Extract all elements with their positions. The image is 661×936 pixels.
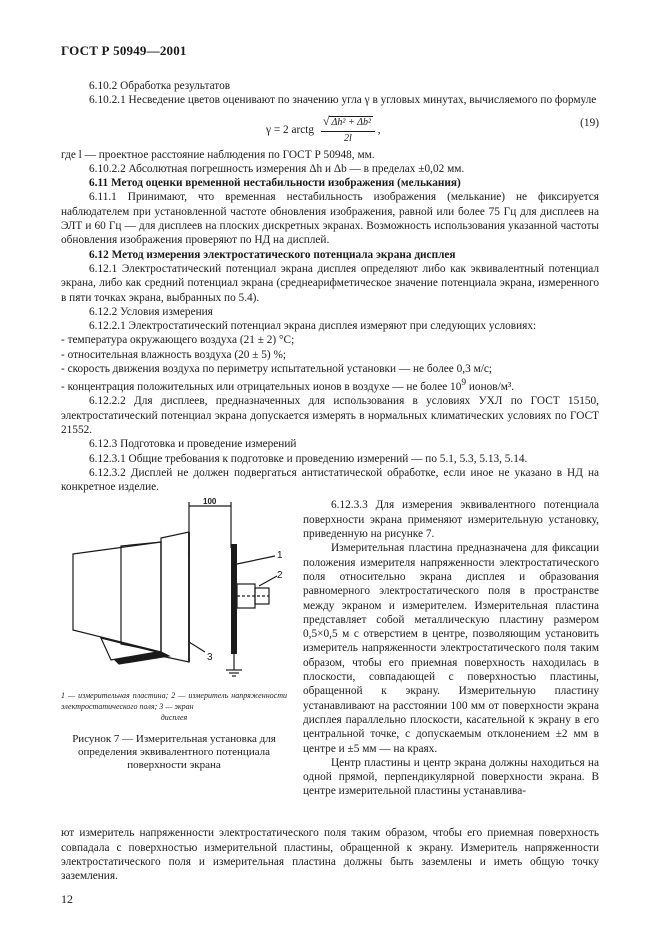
document-body <box>61 79 599 884</box>
section-6-10-2: 6.10.2 Обработка результатов <box>89 80 231 92</box>
section-6-12-2-1: 6.12.2.1 Электростатический потенциал экрана дисплея измеряют при следующих условиях: <box>89 320 537 333</box>
callout-3-leader <box>189 642 205 652</box>
formula-denominator: 2l <box>344 132 352 144</box>
formula-expression <box>266 114 381 147</box>
figure-legend-tail: дисплея <box>160 713 188 723</box>
measurement-setup-diagram <box>61 497 287 684</box>
dimension-label: 100 <box>203 497 217 507</box>
equation-number: (19) <box>580 116 599 129</box>
section-6-12-title: 6.12 Метод измерения электростатического потенциала экрана дисплея <box>89 248 456 261</box>
section-6-11-1: 6.11.1 Принимают, что временная нестабильность изображения (мелькание) не фиксируется наблюдателем при установленной частоте обновления изображения, равной или более 75 Гц для дисплеев на ЭЛТ и 60 Гц — для дисплеев на плоских дискретных экранах. Возможность использования указанной частоты обновления изображения проверяют по НД на дисплей. <box>61 191 599 247</box>
formula-numerator: Δh² + Δb² <box>331 116 371 128</box>
condition-temperature: - температура окружающего воздуха (21 ± 2) °С; <box>61 334 295 347</box>
callout-2-leader <box>259 576 277 586</box>
condition-ions <box>61 376 599 394</box>
centers-paragraph-end: ют измеритель напряженности электростатического поля таким образом, чтобы его приемная поверхность совпадала с поверхностью измерительной пластины, обращенной к экрану. Измеритель напряженности электростатического поля и измерительная пластина должны быть заземлены и иметь общую точку заземления. <box>61 827 599 883</box>
monitor-base <box>115 652 169 664</box>
condition-airflow: - скорость движения воздуха по периметру испытательной установки — не более 0,3 м/с; <box>61 363 493 376</box>
monitor-front <box>121 542 161 652</box>
formula-numerator-wrap <box>321 114 375 132</box>
measuring-plate <box>231 544 237 654</box>
formula-fraction <box>321 114 375 147</box>
section-6-10-2-1: 6.10.2.1 Несведение цветов оценивают по значению угла γ в угловых минутах, вычисляемого по формуле <box>89 94 597 107</box>
callout-2: 2 <box>277 570 283 582</box>
formula-19 <box>61 108 599 148</box>
condition-ions-unit: ионов/м³. <box>466 381 515 394</box>
callout-1: 1 <box>277 550 283 562</box>
monitor-bezel <box>161 532 189 662</box>
formula-trail: , <box>377 123 381 136</box>
condition-ions-text: - концентрация положительных или отрицательных ионов в воздухе — не более 10 <box>61 381 462 394</box>
section-6-12-3-1: 6.12.3.1 Общие требования к подготовке и проведению измерений — по 5.1, 5.3, 5.13, 5.14. <box>89 452 528 465</box>
condition-ions-exponent: 9 <box>461 378 467 389</box>
section-6-12-2: 6.12.2 Условия измерения <box>89 305 213 318</box>
section-6-12-3-3: 6.12.3.3 Для измерения эквивалентного потенциала поверхности экрана применяют измерительную установку, приведенную на рисунке 7. <box>303 499 599 541</box>
figure-caption: Рисунок 7 — Измерительная установка для определения эквивалентного потенциала поверхности экрана <box>72 733 276 772</box>
figure-7 <box>61 497 291 772</box>
monitor-body <box>73 542 161 652</box>
sqrt-icon: √ <box>322 113 330 128</box>
centers-paragraph-start: Центр пластины и центр экрана должны находиться на одной прямой, перпендикулярной поверхности экрана. В центре измерительной пластины устанавлива- <box>303 756 599 798</box>
page-number: 12 <box>61 892 73 906</box>
figure-legend <box>61 690 287 723</box>
standard-header: ГОСТ Р 50949—2001 <box>61 43 187 58</box>
section-6-12-1: 6.12.1 Электростатический потенциал экрана дисплея определяют либо как эквивалентный потенциал экрана, либо как средний потенциал экрана (среднеарифметическое значение потенциала экрана, измеренного в пяти точках экрана, выбранных по 5.4). <box>61 262 599 304</box>
section-6-10-2-2: 6.10.2.2 Абсолютная погрешность измерения Δh и Δb — в пределах ±0,02 мм. <box>89 162 465 175</box>
callout-3: 3 <box>207 652 213 664</box>
formula-lhs: γ = 2 arctg <box>266 123 315 136</box>
condition-humidity: - относительная влажность воздуха (20 ± 5) %; <box>61 348 287 361</box>
section-6-12-3-2: 6.12.3.2 Дисплей не должен подвергаться антистатической обработке, если иное не указано в НД на конкретное изделие. <box>61 466 599 494</box>
callout-1-leader <box>237 556 275 564</box>
plate-purpose-paragraph: Измерительная пластина предназначена для фиксации положения измерителя напряженности электростатического поля относительно экрана дисплея и образования равномерного электростатического поля в пространстве между экраном и измерителем. Измерительная пластина представляет собой металлическую пластину размером 0,5×0,5 м с отверстием в центре, позволяющим установить измеритель напряженности электростатического поля таким образом, чтобы его приемная поверхность находилась в плоскости, совпадающей с поверхностью пластины, обращенной к экрану. Измерительную пластину устанавливают на расстоянии 100 мм от поверхности экрана дисплея параллельно плоскости, касательной к экрану в его центральной точке, с допускаемым отклонением ±2 мм в центре и ±5 мм — на краях. <box>303 542 599 755</box>
formula-where: где l — проектное расстояние наблюдения по ГОСТ Р 50948, мм. <box>61 148 375 161</box>
section-6-12-3: 6.12.3 Подготовка и проведение измерений <box>89 438 297 451</box>
figure-zone <box>61 494 599 826</box>
section-6-11-title: 6.11 Метод оценки временной нестабильности изображения (мелькания) <box>89 177 461 190</box>
figure-side-text <box>303 498 599 798</box>
figure-legend-main: 1 — измерительная пластина; 2 — измеритель напряженности электростатического поля; 3 — экран <box>61 691 287 712</box>
section-6-12-2-2: 6.12.2.2 Для дисплеев, предназначенных для использования в условиях УХЛ по ГОСТ 15150, электростатический потенциал экрана допускается измерять в нормальных климатических условиях по ГОСТ 21552. <box>61 395 599 436</box>
